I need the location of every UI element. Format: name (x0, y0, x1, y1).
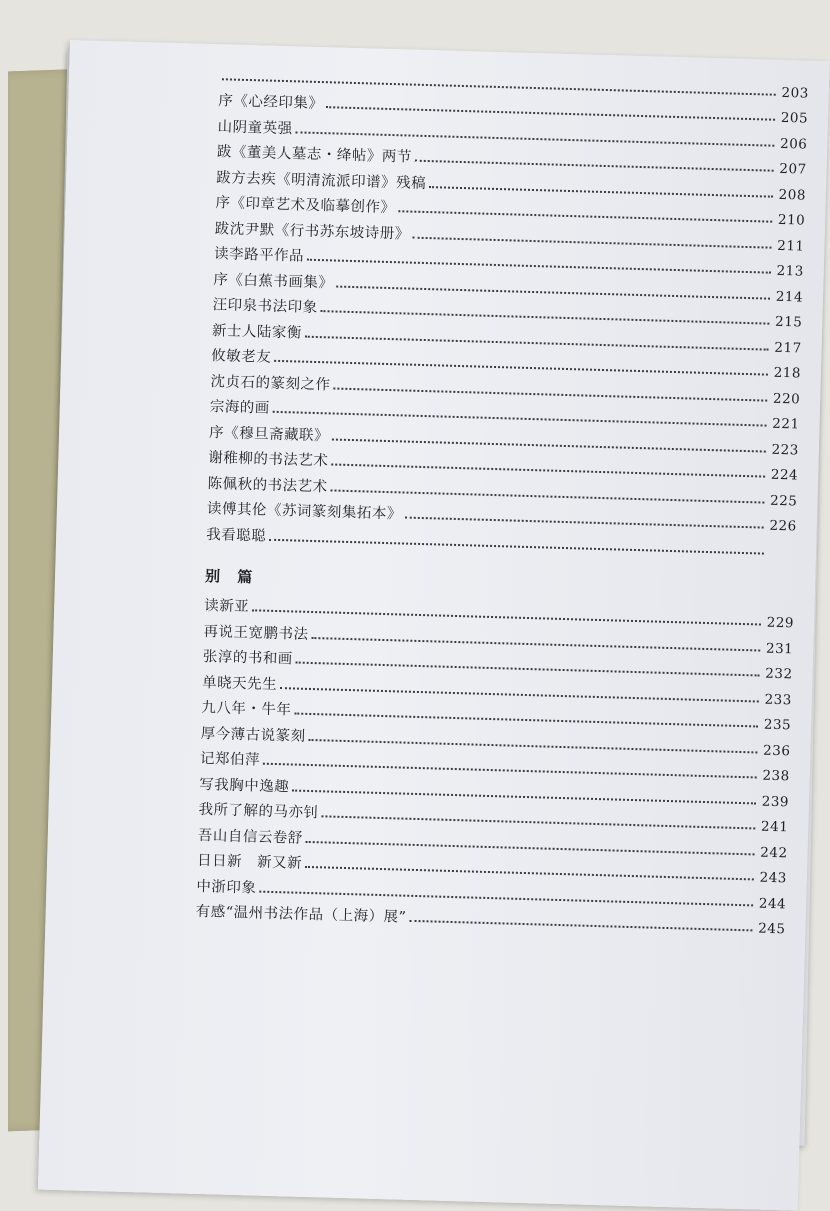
book-page (38, 40, 830, 1211)
toc-entry-page: 221 (772, 415, 800, 433)
toc-entry-title: 读新亚 (204, 597, 250, 616)
toc-entry-page: 245 (757, 920, 786, 938)
toc-entry-title: 读李路平作品 (213, 246, 305, 265)
toc-entry-title: 跋沈尹默《行书苏东坡诗册》 (214, 220, 410, 243)
toc-entry-title: 九八年・牛年 (201, 699, 292, 719)
toc-entry-title: 我看聪聪 (206, 526, 267, 545)
toc-entry-page: 205 (780, 109, 809, 127)
table-of-contents (195, 59, 809, 937)
toc-entry-page: 231 (765, 640, 794, 657)
toc-entry-title: 序《穆旦斋藏联》 (208, 424, 330, 444)
toc-entry-page: 208 (778, 186, 807, 204)
toc-entry-title: 单晓天先生 (201, 674, 278, 693)
toc-entry-title: 沈贞石的篆刻之作 (210, 373, 331, 393)
toc-entry-title: 谢稚柳的书法艺术 (208, 450, 329, 470)
toc-entry-page: 218 (773, 364, 802, 382)
toc-entry-title: 序《白蕉书画集》 (213, 271, 334, 291)
toc-entry-page: 214 (775, 288, 804, 306)
toc-entry-page: 244 (758, 895, 787, 912)
toc-entry-title: 山阴童英强 (217, 118, 293, 137)
toc-entry-title: 我所了解的马亦钊 (198, 801, 319, 822)
toc-entry-title: 序《心经印集》 (218, 93, 324, 113)
toc-entry-title: 记郑伯萍 (199, 750, 261, 769)
toc-section-2 (195, 589, 794, 937)
toc-entry-page: 225 (769, 492, 798, 509)
toc-entry-page: 203 (781, 84, 810, 102)
toc-entry-title: 跋《董美人墓志・绛帖》两节 (216, 144, 413, 166)
toc-entry-page: 241 (760, 818, 789, 836)
toc-entry-page: 224 (770, 466, 799, 484)
toc-entry-title: 序《印章艺术及临摹创作》 (215, 195, 396, 217)
toc-entry-title: 日日新 新又新 (196, 852, 303, 872)
toc-entry-page: 220 (772, 390, 801, 408)
toc-entry-title: 汪印泉书法印象 (212, 297, 318, 317)
toc-entry-title: 再说王宽鹏书法 (203, 623, 309, 643)
toc-entry-page: 243 (759, 869, 788, 887)
toc-entry-title: 吾山自信云卷舒 (197, 827, 304, 847)
toc-entry-page: 215 (774, 313, 803, 331)
toc-entry-page: 238 (762, 767, 790, 785)
toc-section-1 (206, 59, 809, 560)
toc-entry-page: 242 (760, 844, 788, 861)
toc-entry-page: 206 (779, 135, 808, 153)
toc-entry-title: 新士人陆家衡 (211, 322, 303, 342)
toc-entry-title: 中浙印象 (196, 878, 257, 897)
toc-entry-page: 217 (774, 339, 802, 357)
toc-entry-page: 211 (777, 237, 805, 255)
dot-leader (409, 920, 752, 932)
section-heading: 别 篇 (204, 566, 259, 586)
toc-entry-page: 233 (764, 691, 793, 708)
toc-entry-page: 229 (766, 614, 795, 632)
toc-entry-page: 223 (771, 441, 800, 459)
toc-entry-title: 有感“温州书法作品（上海）展” (195, 903, 407, 926)
toc-entry-title: 张淳的书和画 (202, 648, 294, 668)
toc-entry-title: 宗海的画 (209, 399, 271, 417)
toc-entry-page: 210 (777, 211, 806, 229)
toc-entry-title: 攸敏老友 (211, 348, 272, 366)
toc-entry-page: 226 (769, 517, 797, 535)
toc-entry-title: 厚今薄古说篆刻 (200, 725, 306, 745)
toc-entry-page: 207 (779, 160, 807, 178)
toc-entry-page: 236 (762, 742, 791, 759)
toc-entry-title: 跋方去疾《明清流派印谱》残稿 (215, 169, 427, 192)
toc-entry-page: 232 (765, 665, 793, 683)
toc-entry-page: 213 (776, 262, 805, 280)
toc-entry-title: 读傅其伦《苏词篆刻集拓本》 (206, 501, 403, 523)
toc-entry-title: 陈佩秋的书法艺术 (207, 475, 328, 495)
toc-entry-title: 写我胸中逸趣 (199, 776, 290, 795)
toc-entry-page: 239 (761, 793, 790, 810)
toc-entry-page: 235 (763, 716, 792, 734)
